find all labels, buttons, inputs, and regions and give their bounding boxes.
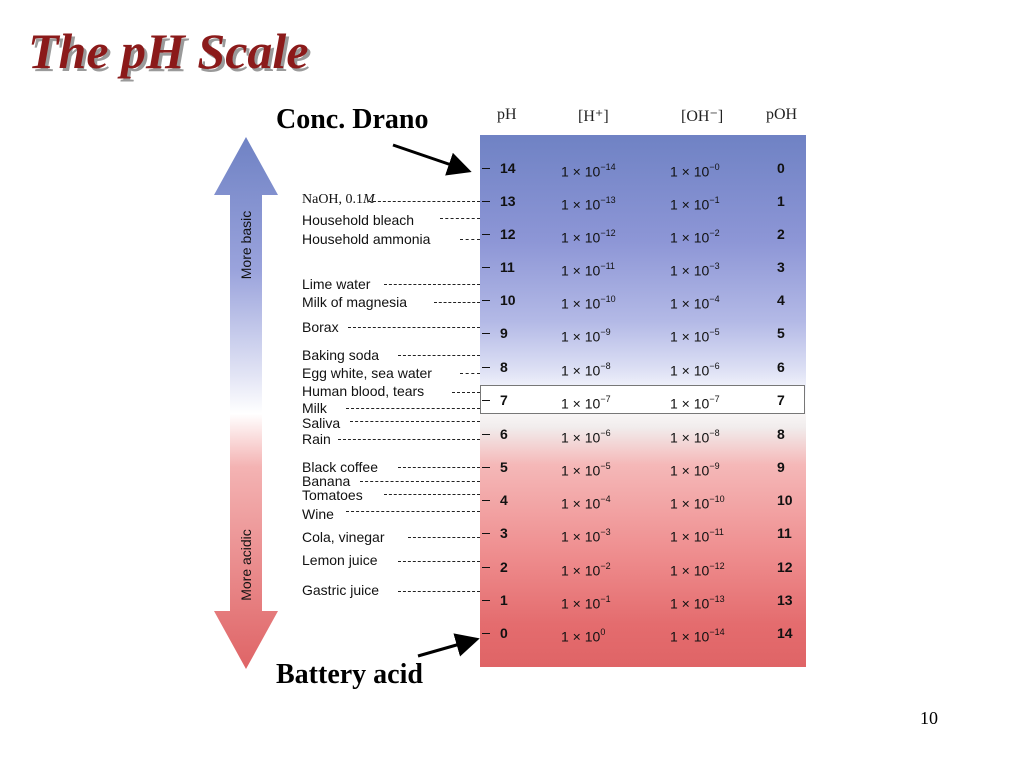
h-conc: $1 \times 10^{-13}$: [561, 195, 616, 213]
substance-rain: Rain: [302, 431, 331, 447]
ph-value: 5: [500, 459, 508, 475]
substance-borax: Borax: [302, 319, 339, 335]
h-conc: $1 \times 10^{-6}$: [561, 428, 611, 446]
oh-conc: $1 \times 10^{-13}$: [670, 594, 725, 612]
h-conc: $1 \times 10^{-7}$: [561, 394, 611, 412]
oh-conc: $1 \times 10^{-8}$: [670, 428, 720, 446]
oh-conc: $1 \times 10^{-14}$: [670, 627, 725, 645]
poh-value: 11: [777, 525, 792, 541]
poh-value: 2: [777, 226, 785, 242]
substance-milk: Milk: [302, 400, 327, 416]
oh-conc: $1 \times 10^{-12}$: [670, 561, 725, 579]
ph-value: 4: [500, 492, 508, 508]
substance-lime-water: Lime water: [302, 276, 371, 292]
header-ph: pH: [497, 106, 517, 123]
h-conc: $1 \times 10^{-9}$: [561, 327, 611, 345]
ph-value: 6: [500, 426, 508, 442]
oh-conc: $1 \times 10^{-10}$: [670, 494, 725, 512]
substance-cola: Cola, vinegar: [302, 529, 385, 545]
ph-value: 8: [500, 359, 508, 375]
ph-value: 14: [500, 160, 516, 176]
substance-saliva: Saliva: [302, 415, 341, 431]
oh-conc: $1 \times 10^{-5}$: [670, 327, 720, 345]
poh-value: 13: [777, 592, 793, 608]
poh-value: 3: [777, 259, 785, 275]
ph-value: 3: [500, 525, 508, 541]
poh-value: 14: [777, 625, 793, 641]
substance-gastric-juice: Gastric juice: [302, 582, 380, 598]
ph-value: 13: [500, 193, 516, 209]
poh-value: 8: [777, 426, 785, 442]
more-acidic-label: More acidic: [238, 529, 254, 601]
oh-conc: $1 \times 10^{-0}$: [670, 162, 720, 180]
ph-value: 2: [500, 559, 508, 575]
ph-value: 11: [500, 259, 515, 275]
ph-value: 9: [500, 325, 508, 341]
substance-black-coffee: Black coffee: [302, 459, 379, 475]
header-oh: [OH⁻]: [681, 108, 724, 125]
header-poh: pOH: [766, 106, 798, 123]
poh-value: 0: [777, 160, 785, 176]
h-conc: $1 \times 10^{-4}$: [561, 494, 611, 512]
ph-value: 10: [500, 292, 516, 308]
oh-conc: $1 \times 10^{-11}$: [670, 527, 724, 545]
h-conc: $1 \times 10^{-10}$: [561, 294, 616, 312]
h-conc: $1 \times 10^{-14}$: [561, 162, 616, 180]
substance-naoh: NaOH, 0.1M: [302, 192, 375, 207]
ph-value: 1: [500, 592, 508, 608]
h-conc: $1 \times 10^{-12}$: [561, 228, 616, 246]
poh-value: 4: [777, 292, 785, 308]
poh-value: 9: [777, 459, 785, 475]
arrow-to-ph0-icon: [418, 640, 474, 656]
substance-lemon-juice: Lemon juice: [302, 552, 378, 568]
h-conc: $1 \times 10^0$: [561, 627, 606, 645]
oh-conc: $1 \times 10^{-9}$: [670, 461, 720, 479]
ph-value: 7: [500, 392, 508, 408]
substance-ammonia: Household ammonia: [302, 231, 431, 247]
substance-tomatoes: Tomatoes: [302, 487, 363, 503]
h-conc: $1 \times 10^{-11}$: [561, 261, 615, 279]
callout-battery-acid: Battery acid: [276, 659, 423, 690]
more-basic-label: More basic: [238, 210, 254, 280]
poh-value: 5: [777, 325, 785, 341]
oh-conc: $1 \times 10^{-6}$: [670, 361, 720, 379]
arrow-to-ph14-icon: [393, 145, 466, 170]
oh-conc: $1 \times 10^{-4}$: [670, 294, 720, 312]
poh-value: 1: [777, 193, 785, 209]
substance-wine: Wine: [302, 506, 334, 522]
ph-value: 12: [500, 226, 516, 242]
substance-egg-white: Egg white, sea water: [302, 365, 432, 381]
substance-milk-of-magnesia: Milk of magnesia: [302, 294, 408, 310]
oh-conc: $1 \times 10^{-7}$: [670, 394, 720, 412]
callout-conc-drano: Conc. Drano: [276, 104, 429, 135]
h-conc: $1 \times 10^{-8}$: [561, 361, 611, 379]
poh-value: 12: [777, 559, 793, 575]
h-conc: $1 \times 10^{-1}$: [561, 594, 611, 612]
h-conc: $1 \times 10^{-2}$: [561, 561, 611, 579]
poh-value: 6: [777, 359, 785, 375]
header-h: [H⁺]: [578, 108, 609, 125]
oh-conc: $1 \times 10^{-1}$: [670, 195, 720, 213]
poh-value: 10: [777, 492, 793, 508]
oh-conc: $1 \times 10^{-3}$: [670, 261, 720, 279]
h-conc: $1 \times 10^{-3}$: [561, 527, 611, 545]
h-conc: $1 \times 10^{-5}$: [561, 461, 611, 479]
slide-title: The pH Scale: [28, 23, 309, 79]
ph-value: 0: [500, 625, 508, 641]
substance-banana: Banana: [302, 473, 351, 489]
substance-human-blood: Human blood, tears: [302, 383, 425, 399]
page-number: 10: [920, 708, 938, 728]
oh-conc: $1 \times 10^{-2}$: [670, 228, 720, 246]
substance-bleach: Household bleach: [302, 212, 415, 228]
substance-baking-soda: Baking soda: [302, 347, 380, 363]
poh-value: 7: [777, 392, 785, 408]
